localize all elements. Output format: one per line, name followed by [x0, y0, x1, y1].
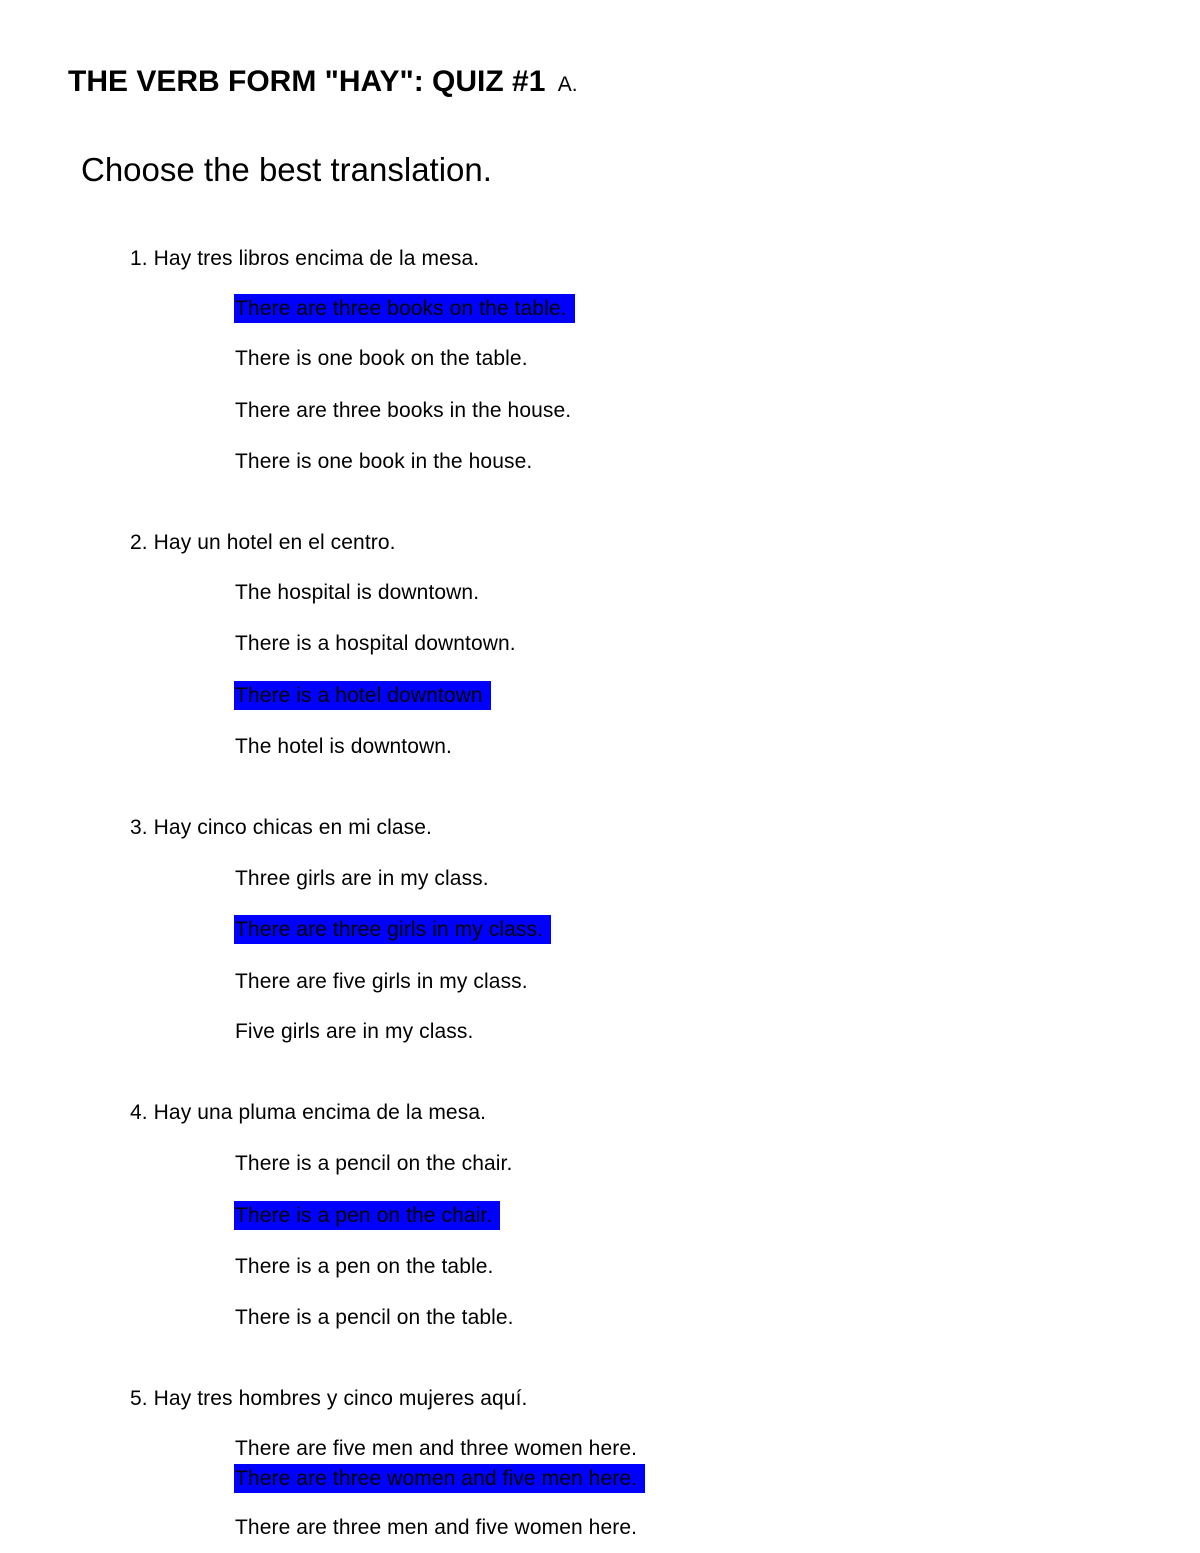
- question-1-option-2[interactable]: There is one book on the table.: [235, 347, 528, 370]
- question-2-prompt: [130, 530, 396, 556]
- question-text: Hay tres libros encima de la mesa.: [153, 247, 480, 270]
- question-text: Hay tres hombres y cinco mujeres aquí.: [153, 1387, 528, 1410]
- question-1-prompt: [130, 246, 479, 272]
- question-5-option-3[interactable]: There are three men and five women here.: [235, 1516, 638, 1539]
- question-text: Hay una pluma encima de la mesa.: [153, 1101, 487, 1124]
- question-3-option-1[interactable]: Three girls are in my class.: [235, 867, 489, 890]
- question-1-option-1-selected[interactable]: There are three books on the table.: [234, 294, 575, 323]
- question-text: Hay un hotel en el centro.: [153, 531, 396, 554]
- question-1-option-4[interactable]: There is one book in the house.: [235, 450, 533, 473]
- question-5-option-1[interactable]: There are five men and three women here.: [235, 1437, 638, 1460]
- quiz-title-suffix: A.: [557, 73, 578, 96]
- question-3-prompt: [130, 815, 432, 841]
- question-3-option-2-selected[interactable]: There are three girls in my class.: [234, 915, 551, 944]
- question-4-option-3[interactable]: There is a pen on the table.: [235, 1255, 494, 1278]
- question-number: 3.: [130, 816, 148, 839]
- instruction-text: Choose the best translation.: [81, 151, 492, 188]
- question-3-option-4[interactable]: Five girls are in my class.: [235, 1020, 474, 1043]
- quiz-title-main: THE VERB FORM "HAY": QUIZ #1: [68, 65, 546, 98]
- question-5-prompt: [130, 1386, 527, 1412]
- question-2-option-3-selected[interactable]: There is a hotel downtown: [234, 681, 491, 710]
- question-2-option-2[interactable]: There is a hospital downtown.: [235, 632, 516, 655]
- question-2-option-1[interactable]: The hospital is downtown.: [235, 581, 480, 604]
- question-5-option-2-selected[interactable]: There are three women and five men here.: [234, 1464, 645, 1493]
- quiz-title: [68, 64, 578, 103]
- question-number: 1.: [130, 247, 148, 270]
- question-4-option-1[interactable]: There is a pencil on the chair.: [235, 1152, 513, 1175]
- question-2-option-4[interactable]: The hotel is downtown.: [235, 735, 452, 758]
- question-1-option-3[interactable]: There are three books in the house.: [235, 399, 572, 422]
- question-4-option-2-selected[interactable]: There is a pen on the chair.: [234, 1201, 500, 1230]
- question-4-prompt: [130, 1100, 486, 1126]
- question-number: 2.: [130, 531, 148, 554]
- question-text: Hay cinco chicas en mi clase.: [153, 816, 432, 839]
- question-3-option-3[interactable]: There are five girls in my class.: [235, 970, 528, 993]
- question-4-option-4[interactable]: There is a pencil on the table.: [235, 1306, 514, 1329]
- question-number: 4.: [130, 1101, 148, 1124]
- question-number: 5.: [130, 1387, 148, 1410]
